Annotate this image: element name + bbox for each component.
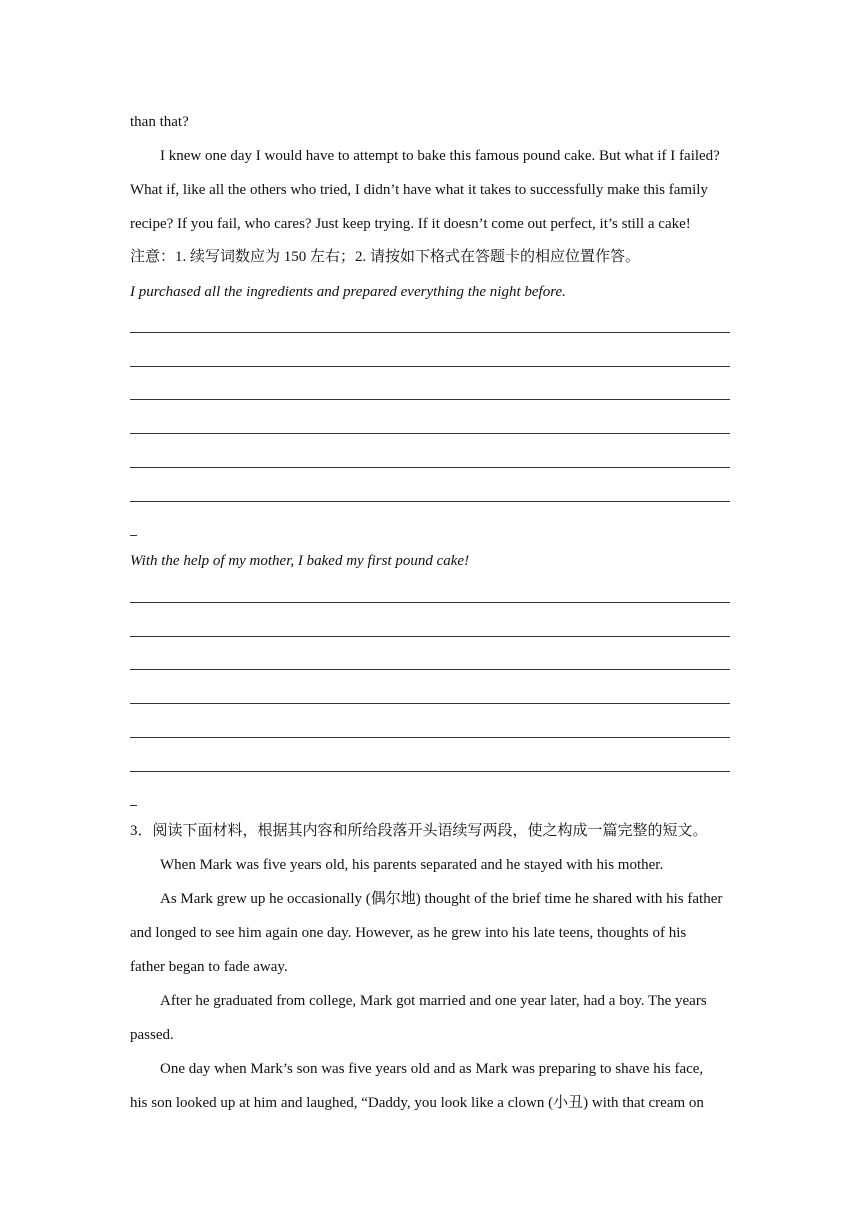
answer-line — [130, 636, 730, 637]
answer-line — [130, 669, 730, 670]
answer-line — [130, 467, 730, 468]
paragraph-line: his son looked up at him and laughed, “Daddy, you look like a clown (小丑) with that cream on — [130, 1095, 704, 1111]
paragraph-line: What if, like all the others who tried, I didn’t have what it takes to successfully make this family — [130, 182, 708, 198]
continuation-prompt-2: With the help of my mother, I baked my first pound cake! — [130, 553, 470, 569]
paragraph-line: I knew one day I would have to attempt to bake this famous pound cake. But what if I failed? — [160, 148, 720, 164]
paragraph-line: father began to fade away. — [130, 959, 288, 975]
answer-line-end — [130, 535, 137, 536]
paragraph-line: than that? — [130, 114, 189, 130]
paragraph-line: and longed to see him again one day. However, as he grew into his late teens, thoughts of his — [130, 925, 687, 941]
answer-line — [130, 366, 730, 367]
answer-line-end — [130, 805, 137, 806]
question-3-title: 3．阅读下面材料，根据其内容和所给段落开头语续写两段，使之构成一篇完整的短文。 — [130, 823, 708, 839]
answer-line — [130, 737, 730, 738]
answer-line — [130, 399, 730, 400]
answer-line — [130, 703, 730, 704]
answer-line — [130, 602, 730, 603]
paragraph-line: passed. — [130, 1027, 174, 1043]
paragraph-line: When Mark was five years old, his parents separated and he stayed with his mother. — [160, 857, 664, 873]
instruction-note: 注意：1. 续写词数应为 150 左右；2. 请按如下格式在答题卡的相应位置作答。 — [130, 249, 641, 265]
continuation-prompt-1: I purchased all the ingredients and prepared everything the night before. — [130, 284, 566, 300]
paragraph-line: recipe? If you fail, who cares? Just keep trying. If it doesn’t come out perfect, it’s still a cake! — [130, 216, 691, 232]
answer-line — [130, 771, 730, 772]
paragraph-line: After he graduated from college, Mark got married and one year later, had a boy. The years — [160, 993, 707, 1009]
answer-line — [130, 433, 730, 434]
paragraph-line: One day when Mark’s son was five years old and as Mark was preparing to shave his face, — [160, 1061, 704, 1077]
paragraph-line: As Mark grew up he occasionally (偶尔地) thought of the brief time he shared with his father — [160, 891, 723, 907]
answer-line — [130, 332, 730, 333]
answer-line — [130, 501, 730, 502]
